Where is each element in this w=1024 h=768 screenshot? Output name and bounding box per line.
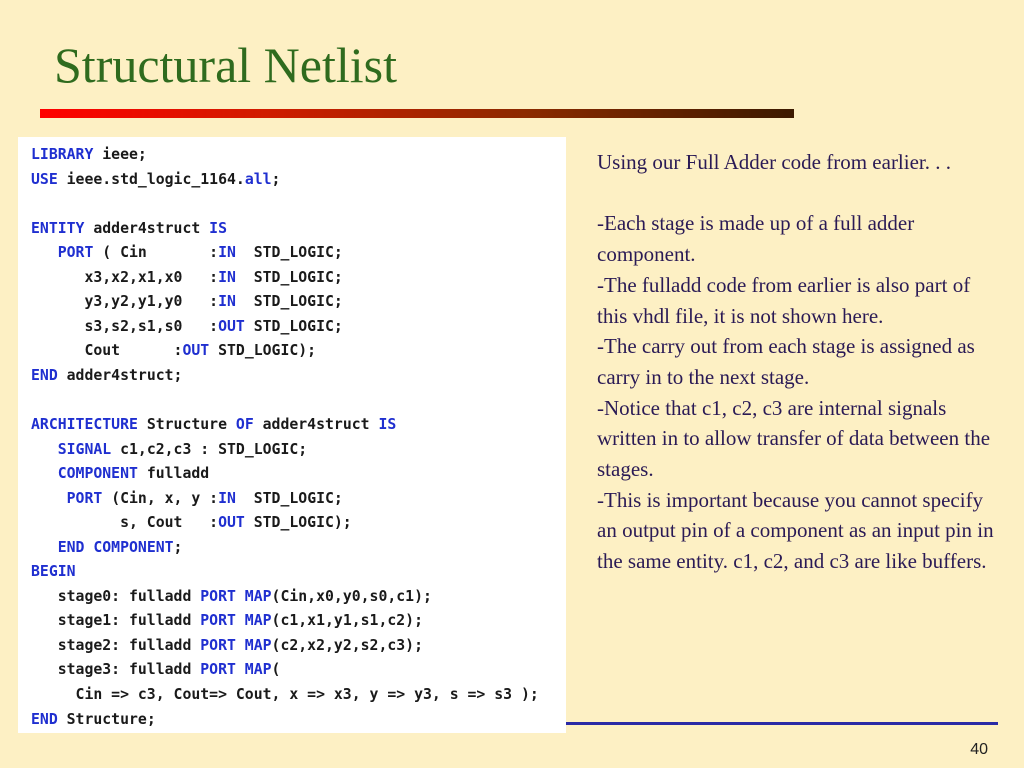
- code-keyword: PORT: [66, 489, 103, 507]
- code-keyword: END: [31, 710, 58, 728]
- description-bullet: -This is important because you cannot specify an output pin of a component as an input pin in the same entity. c1, c2, and c3 are like buffers.: [597, 487, 994, 574]
- code-text: ieee.std_logic_1164.: [57, 170, 245, 188]
- code-text: s3,s2,s1,s0 :: [31, 317, 219, 335]
- code-line: [31, 244, 343, 261]
- code-text: adder4struct;: [57, 366, 183, 384]
- code-text: Cin => c3, Cout=> Cout, x => x3, y => y3, s => s3 );: [31, 686, 539, 704]
- code-text: adder4struct: [253, 416, 379, 434]
- code-line: [31, 220, 227, 237]
- code-text: STD_LOGIC);: [244, 514, 352, 532]
- code-keyword: all: [244, 170, 272, 188]
- code-text: ;: [271, 170, 281, 188]
- description-bullet: -The carry out from each stage is assigned as carry in to the next stage.: [597, 334, 975, 389]
- code-line: [31, 686, 539, 703]
- code-line: [31, 514, 352, 531]
- description-bullet: -Notice that c1, c2, c3 are internal signals written in to allow transfer of data between the stages.: [597, 395, 991, 482]
- code-line: [31, 293, 343, 310]
- code-keyword: IS: [209, 219, 227, 237]
- code-text: STD_LOGIC;: [244, 317, 343, 335]
- code-keyword: BEGIN: [31, 563, 76, 581]
- code-text: [31, 441, 58, 458]
- page-number: 40: [970, 741, 988, 758]
- code-text: stage0: fulladd: [31, 587, 201, 605]
- code-line: [31, 637, 423, 654]
- code-text: stage1: fulladd: [31, 612, 201, 630]
- code-text: fulladd: [137, 465, 210, 483]
- code-panel: [18, 137, 566, 733]
- code-text: [31, 490, 67, 507]
- description-text: [597, 147, 997, 577]
- code-line: [31, 612, 423, 629]
- code-text: c1,c2,c3 : STD_LOGIC;: [111, 440, 308, 458]
- code-text: ( Cin :: [93, 244, 219, 262]
- code-text: STD_LOGIC;: [235, 268, 343, 286]
- code-text: (Cin, x, y :: [102, 489, 219, 507]
- code-line: [31, 171, 280, 188]
- description-intro: Using our Full Adder code from earlier. . .: [597, 150, 952, 174]
- code-keyword: OUT: [218, 317, 245, 335]
- code-keyword: OF: [235, 416, 254, 434]
- code-keyword: END COMPONENT: [57, 538, 174, 556]
- code-keyword: LIBRARY: [31, 146, 94, 163]
- code-keyword: END: [31, 366, 58, 384]
- code-keyword: PORT: [57, 244, 94, 262]
- code-keyword: IN: [218, 244, 236, 262]
- code-text: [31, 244, 58, 261]
- code-keyword: PORT MAP: [200, 636, 272, 654]
- code-line: [31, 342, 316, 359]
- code-keyword: PORT MAP: [200, 587, 272, 605]
- code-text: STD_LOGIC);: [209, 342, 317, 360]
- code-line: [31, 416, 396, 433]
- code-line: [31, 465, 209, 482]
- bottom-divider: [566, 722, 998, 725]
- code-text: [31, 539, 58, 556]
- code-text: y3,y2,y1,y0 :: [31, 293, 219, 311]
- code-keyword: OUT: [182, 342, 210, 360]
- code-line: [31, 711, 156, 728]
- code-line: [31, 269, 343, 286]
- code-keyword: SIGNAL: [57, 440, 112, 458]
- code-text: (c1,x1,y1,s1,c2);: [271, 612, 423, 630]
- code-line: [31, 588, 432, 605]
- code-text: STD_LOGIC;: [235, 293, 343, 311]
- code-keyword: PORT MAP: [200, 661, 272, 679]
- code-text: stage2: fulladd: [31, 636, 201, 654]
- code-text: Structure;: [57, 710, 156, 728]
- code-line: [31, 146, 147, 163]
- code-line: [31, 318, 343, 335]
- code-keyword: IN: [218, 293, 236, 311]
- code-keyword: ARCHITECTURE: [31, 416, 138, 434]
- code-line: [31, 367, 182, 384]
- title-underline: [40, 109, 794, 118]
- description-bullet: -Each stage is made up of a full adder component.: [597, 211, 915, 267]
- code-line: [31, 441, 307, 458]
- code-line: [31, 563, 76, 580]
- code-keyword: COMPONENT: [57, 465, 138, 483]
- code-keyword: IN: [218, 489, 236, 507]
- code-text: [31, 465, 58, 482]
- code-text: stage3: fulladd: [31, 661, 201, 679]
- code-text: adder4struct: [84, 219, 210, 237]
- code-keyword: OUT: [218, 514, 245, 532]
- code-text: STD_LOGIC;: [235, 244, 343, 262]
- code-text: (c2,x2,y2,s2,c3);: [271, 636, 423, 654]
- code-text: ;: [173, 538, 183, 556]
- vhdl-code-block: [31, 143, 539, 732]
- code-keyword: PORT MAP: [200, 612, 272, 630]
- code-text: ieee;: [93, 146, 147, 163]
- code-text: s, Cout :: [31, 514, 219, 532]
- code-line: [31, 661, 280, 678]
- code-text: (Cin,x0,y0,s0,c1);: [271, 587, 432, 605]
- paragraph-gap: [597, 178, 997, 209]
- code-text: Cout :: [31, 342, 183, 360]
- description-bullet: -The fulladd code from earlier is also part of this vhdl file, it is not shown here.: [597, 272, 971, 328]
- code-text: Structure: [137, 416, 236, 434]
- code-line: [31, 539, 182, 556]
- slide-title: Structural Netlist: [54, 37, 397, 93]
- code-text: x3,x2,x1,x0 :: [31, 268, 219, 286]
- code-keyword: USE: [31, 170, 58, 188]
- code-keyword: IN: [218, 268, 236, 286]
- code-keyword: IS: [378, 416, 397, 434]
- code-text: STD_LOGIC;: [235, 489, 343, 507]
- code-keyword: ENTITY: [31, 219, 85, 237]
- code-text: (: [271, 661, 281, 679]
- code-line: [31, 490, 343, 507]
